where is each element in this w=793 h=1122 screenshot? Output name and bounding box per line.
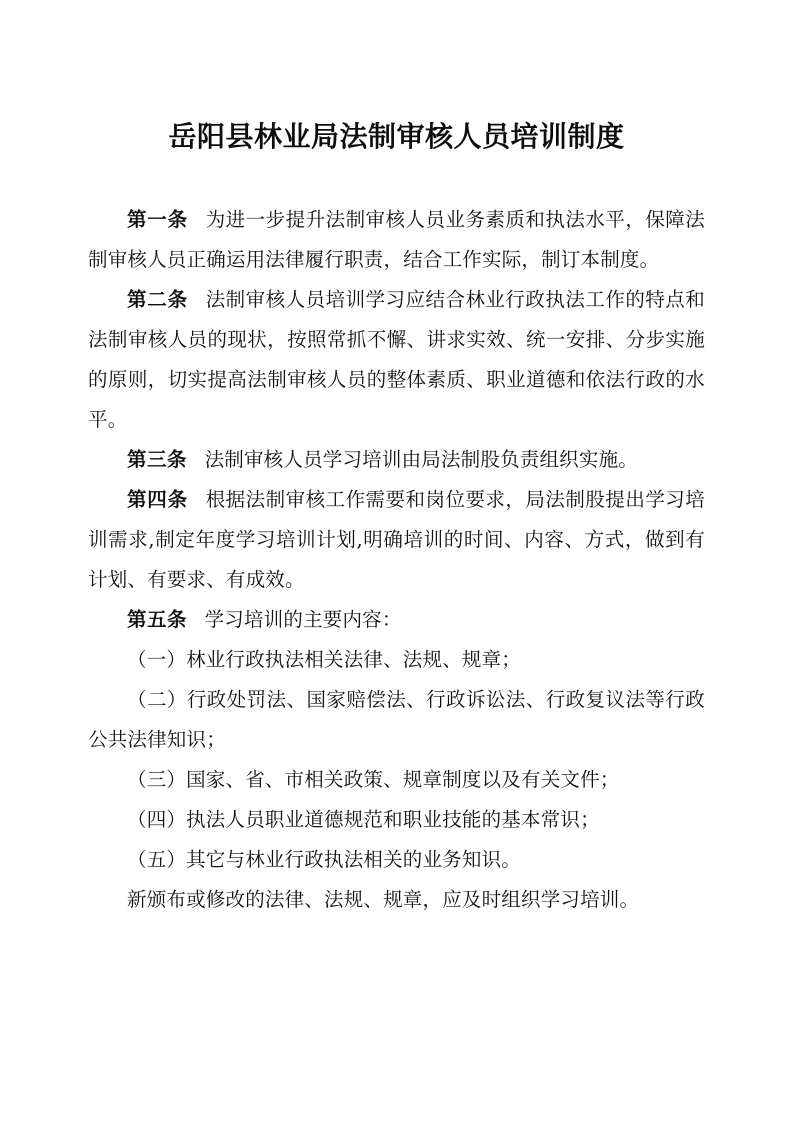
closing-paragraph: 新颁布或修改的法律、法规、规章，应及时组织学习培训。 xyxy=(127,887,640,911)
article-paragraph xyxy=(88,280,705,440)
list-item: （四）执法人员职业道德规范和职业技能的基本常识； xyxy=(127,807,600,831)
article-text: 法制审核人员培训学习应结合林业行政执法工作的特点和法制审核人员的现状，按照常抓不懈、讲求实效、统一安排、分步实施的原则，切实提高法制审核人员的整体素质、职业道德和依法行政的水平。 xyxy=(88,287,705,431)
document-body xyxy=(88,200,705,920)
article-label: 第三条 xyxy=(127,447,188,471)
list-item: （二）行政处罚法、国家赔偿法、行政诉讼法、行政复议法等行政公共法律知识； xyxy=(88,687,705,751)
article-label: 第二条 xyxy=(127,287,188,311)
list-item: （三）国家、省、市相关政策、规章制度以及有关文件； xyxy=(127,767,620,791)
article-text: 法制审核人员学习培训由局法制股负责组织实施。 xyxy=(204,447,638,471)
list-item: （五）其它与林业行政执法相关的业务知识。 xyxy=(127,847,522,871)
article-paragraph xyxy=(88,440,705,480)
list-item: （一）林业行政执法相关法律、法规、规章； xyxy=(127,647,522,671)
article-label: 第四条 xyxy=(127,487,188,511)
article-label: 第五条 xyxy=(127,607,188,631)
article-text: 为进一步提升法制审核人员业务素质和执法水平，保障法制审核人员正确运用法律履行职责，结合工作实际，制订本制度。 xyxy=(88,207,705,271)
article-label: 第一条 xyxy=(127,207,188,231)
article-paragraph xyxy=(88,480,705,600)
page-title: 岳阳县林业局法制审核人员培训制度 xyxy=(168,120,625,153)
article-paragraph xyxy=(88,200,705,280)
article-paragraph xyxy=(88,600,705,640)
article-text: 根据法制审核工作需要和岗位要求，局法制股提出学习培训需求,制定年度学习培训计划,明确培训的时间、内容、方式，做到有计划、有要求、有成效。 xyxy=(88,487,705,591)
article-text: 学习培训的主要内容： xyxy=(204,607,402,631)
